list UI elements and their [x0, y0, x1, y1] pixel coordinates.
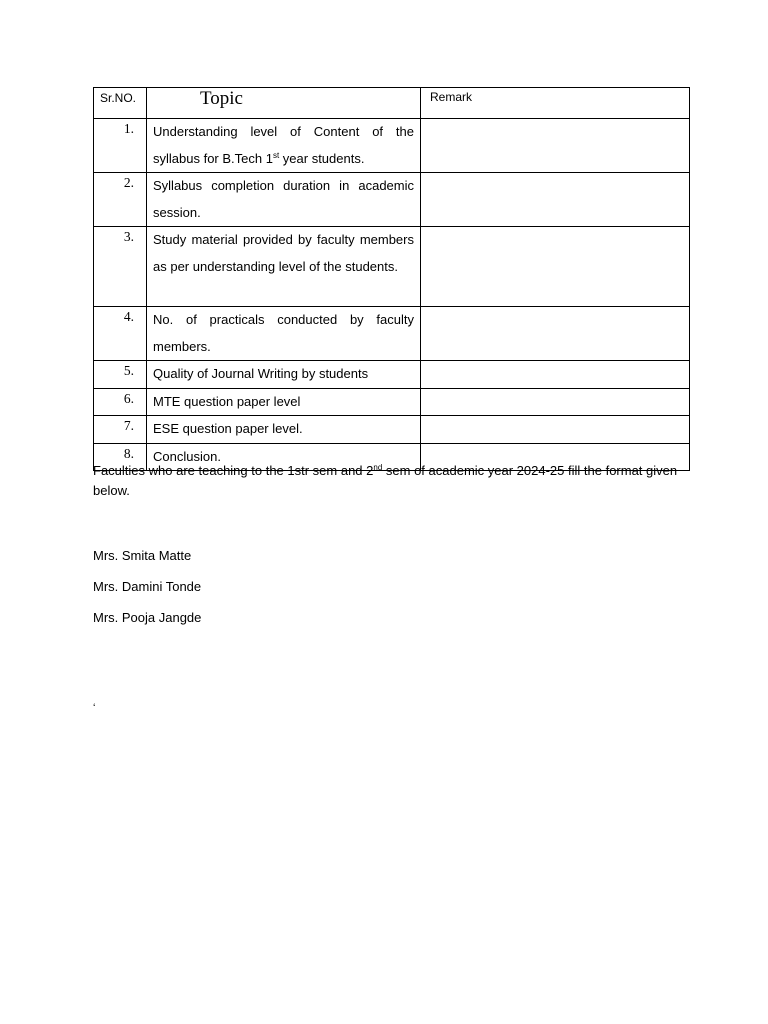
row-topic — [147, 416, 421, 444]
table-body — [94, 119, 690, 471]
row-topic-text: Quality of Journal Writing by students — [153, 366, 369, 381]
row-number: 8. — [94, 443, 147, 471]
row-topic — [147, 361, 421, 389]
row-topic — [147, 388, 421, 416]
header-topic: Topic — [147, 88, 421, 119]
row-number: 4. — [94, 307, 147, 361]
row-topic-text: No. of practicals conducted by faculty members. — [153, 312, 414, 354]
row-number: 2. — [94, 173, 147, 227]
table-row — [94, 173, 690, 227]
row-topic-superscript: st — [272, 150, 280, 160]
feedback-table — [93, 87, 690, 471]
row-number: 3. — [94, 227, 147, 307]
header-sr-no: Sr.NO. — [94, 88, 147, 119]
row-topic-text: Syllabus completion duration in academic session. — [153, 178, 414, 220]
table-row — [94, 227, 690, 307]
row-number: 1. — [94, 119, 147, 173]
row-topic-text: ESE question paper level. — [153, 421, 303, 436]
row-remark[interactable] — [421, 307, 690, 361]
table-row — [94, 307, 690, 361]
row-topic-text: MTE question paper level — [153, 393, 301, 409]
row-remark[interactable] — [421, 227, 690, 307]
row-remark[interactable] — [421, 416, 690, 444]
row-topic — [147, 227, 421, 307]
row-topic — [147, 307, 421, 361]
table-row — [94, 388, 690, 416]
row-remark[interactable] — [421, 388, 690, 416]
note-text-2: sem of academic year 2024-25 fill the format given below. — [93, 463, 678, 498]
faculty-name: Mrs. Damini Tonde — [93, 579, 202, 594]
table-header-row — [94, 88, 690, 119]
row-remark[interactable] — [421, 361, 690, 389]
table-row — [94, 361, 690, 389]
row-topic — [147, 173, 421, 227]
row-topic-text-cont: year students. — [279, 150, 365, 166]
table-row — [94, 416, 690, 444]
row-number: 5. — [94, 361, 147, 389]
note-superscript: nd — [373, 463, 383, 472]
table-row — [94, 119, 690, 173]
row-topic-text: Understanding level of Content of the syllabus for B.Tech 1 — [153, 124, 414, 166]
row-topic — [147, 119, 421, 173]
faculty-name: Mrs. Smita Matte — [93, 548, 192, 563]
row-remark[interactable] — [421, 119, 690, 173]
note-text-1: Faculties who are teaching to the 1str sem and 2 — [93, 463, 374, 478]
row-number: 7. — [94, 416, 147, 444]
row-number: 6. — [94, 388, 147, 416]
instruction-note — [93, 461, 693, 501]
row-topic-text: Study material provided by faculty members as per understanding level of the students. — [153, 232, 414, 274]
header-remark: Remark — [421, 88, 690, 119]
row-topic-text: Conclusion. — [153, 448, 221, 464]
stray-mark: ‘ — [93, 702, 96, 714]
faculty-name: Mrs. Pooja Jangde — [93, 610, 202, 625]
row-remark[interactable] — [421, 173, 690, 227]
